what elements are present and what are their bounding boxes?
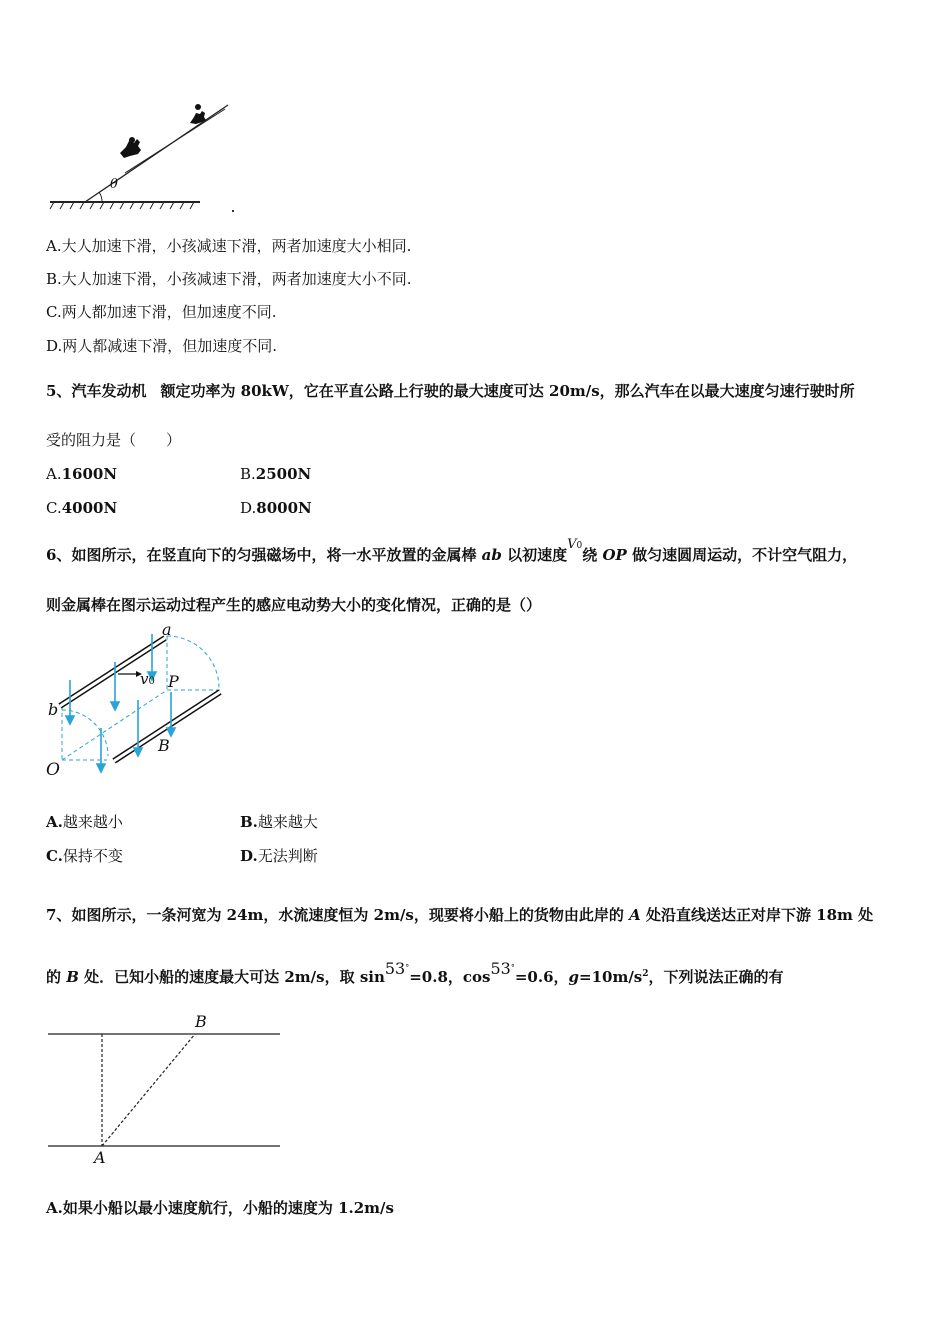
river-label-a: A [94, 1148, 106, 1167]
angle-53-cos [490, 959, 514, 978]
q7-text-a: 如图所示，一条河宽为 24m，水流速度恒为 2m/s，现要将小船上的货物由此岸的 [71, 906, 630, 924]
q7-option-a: A.如果小船以最小速度航行，小船的速度为 1.2m/s [46, 1199, 394, 1217]
q7-text-c: 的 [46, 968, 67, 986]
option-letter: B. [240, 813, 258, 831]
label-o: O [46, 760, 60, 780]
option-letter: D. [240, 499, 257, 517]
river-figure [48, 1020, 288, 1155]
q5-option-b [240, 464, 311, 484]
rotating-rod-figure [42, 622, 242, 782]
option-letter: A. [46, 465, 62, 483]
option-letter: B. [46, 270, 62, 288]
q5-option-a [46, 464, 117, 484]
q7-text-f: =0.6， [514, 968, 569, 986]
q5-option-c [46, 498, 117, 518]
incline-figure [40, 95, 250, 220]
q5-stem-line2: 受的阻力是（ ） [46, 431, 182, 449]
point-b-label: B [66, 968, 79, 986]
option-letter: A. [46, 237, 62, 255]
q7-number: 7、 [46, 906, 72, 924]
degree-mark: ° [405, 963, 410, 972]
option-text: 大人加速下滑，小孩减速下滑，两者加速度大小相同. [61, 237, 412, 255]
q7-text-d: 处．已知小船的速度最大可达 2m/s，取 sin [78, 968, 385, 986]
q6-text-b: 以初速度 [501, 546, 568, 564]
option-text: 4000N [61, 499, 118, 517]
q4-option-a [46, 236, 411, 256]
option-text: 2500N [255, 465, 312, 483]
q6-text-a: 如图所示，在竖直向下的匀强磁场中，将一水平放置的金属棒 [71, 546, 482, 564]
option-text: 无法判断 [257, 847, 318, 865]
label-field-b: B [158, 736, 170, 755]
q6-stem-line2: 则金属棒在图示运动过程产生的感应电动势大小的变化情况，正确的是（） [46, 596, 542, 614]
option-text: 两人都加速下滑，但加速度不同. [61, 303, 277, 321]
q5-option-d [240, 498, 312, 518]
option-text: 8000N [256, 499, 312, 517]
label-v0 [140, 670, 155, 688]
option-text: 两人都减速下滑，但加速度不同. [62, 337, 278, 355]
option-letter: D. [46, 337, 63, 355]
option-letter: C. [46, 847, 63, 865]
point-a-label: A [629, 906, 641, 924]
axis-op-label: OP [602, 546, 627, 564]
q5-text-b: 额定功率为 80kW，它在平直公路上行驶的最大速度可达 20m/s，那么汽车在以最大速度匀速行驶时所 [160, 382, 855, 400]
label-b: b [48, 700, 59, 719]
label-a: a [162, 620, 172, 639]
q7-text-g: =10m/s [579, 968, 643, 986]
option-text: 越来越小 [62, 813, 123, 831]
option-text: 大人加速下滑，小孩减速下滑，两者加速度大小不同. [61, 270, 412, 288]
small-dot [232, 210, 234, 212]
deg-value: 53 [384, 959, 406, 978]
q7-stem-line1 [46, 905, 873, 925]
angle-53-sin [385, 959, 409, 978]
q4-option-b [46, 269, 412, 289]
q6-option-a [46, 812, 123, 832]
rod-ab-label: ab [481, 546, 502, 564]
option-letter: A. [46, 813, 63, 831]
q6-text-c: 绕 [582, 546, 603, 564]
v0-v: V [567, 537, 577, 552]
q6-option-d [240, 846, 318, 866]
squared-mark: 2 [642, 969, 649, 979]
option-letter: C. [46, 303, 62, 321]
q6-text-d: 做匀速圆周运动，不计空气阻力， [626, 546, 858, 564]
option-letter: C. [46, 499, 62, 517]
q6-option-b [240, 812, 318, 832]
v0-sub: 0 [576, 541, 583, 551]
q5-number: 5、 [46, 382, 72, 400]
option-letter: B. [240, 465, 256, 483]
label-v-sub: 0 [148, 676, 155, 687]
degree-mark: ° [510, 963, 515, 972]
label-p: P [168, 672, 179, 691]
q6-number: 6、 [46, 546, 72, 564]
q4-option-d [46, 336, 277, 356]
q5-text-a: 汽车发动机 [71, 382, 147, 400]
option-letter: D. [240, 847, 258, 865]
q7-stem-line2 [46, 959, 784, 990]
q5-stem-line1 [46, 381, 855, 401]
q6-option-c [46, 846, 123, 866]
q6-stem-line1 [46, 537, 858, 568]
river-label-b: B [195, 1012, 207, 1031]
gravity-g: g [568, 968, 580, 986]
label-v: v [140, 670, 149, 688]
q7-text-e: =0.8，cos [409, 968, 491, 986]
option-text: 越来越大 [257, 813, 318, 831]
q4-option-c [46, 302, 277, 322]
q7-text-b: 处沿直线送达正对岸下游 18m 处 [640, 906, 874, 924]
q7-text-h: ，下列说法正确的有 [648, 968, 784, 986]
deg-value: 53 [490, 959, 511, 978]
option-text: 1600N [61, 465, 118, 483]
angle-theta-label: θ [110, 177, 118, 192]
option-text: 保持不变 [62, 847, 123, 865]
v0-symbol [567, 537, 582, 552]
